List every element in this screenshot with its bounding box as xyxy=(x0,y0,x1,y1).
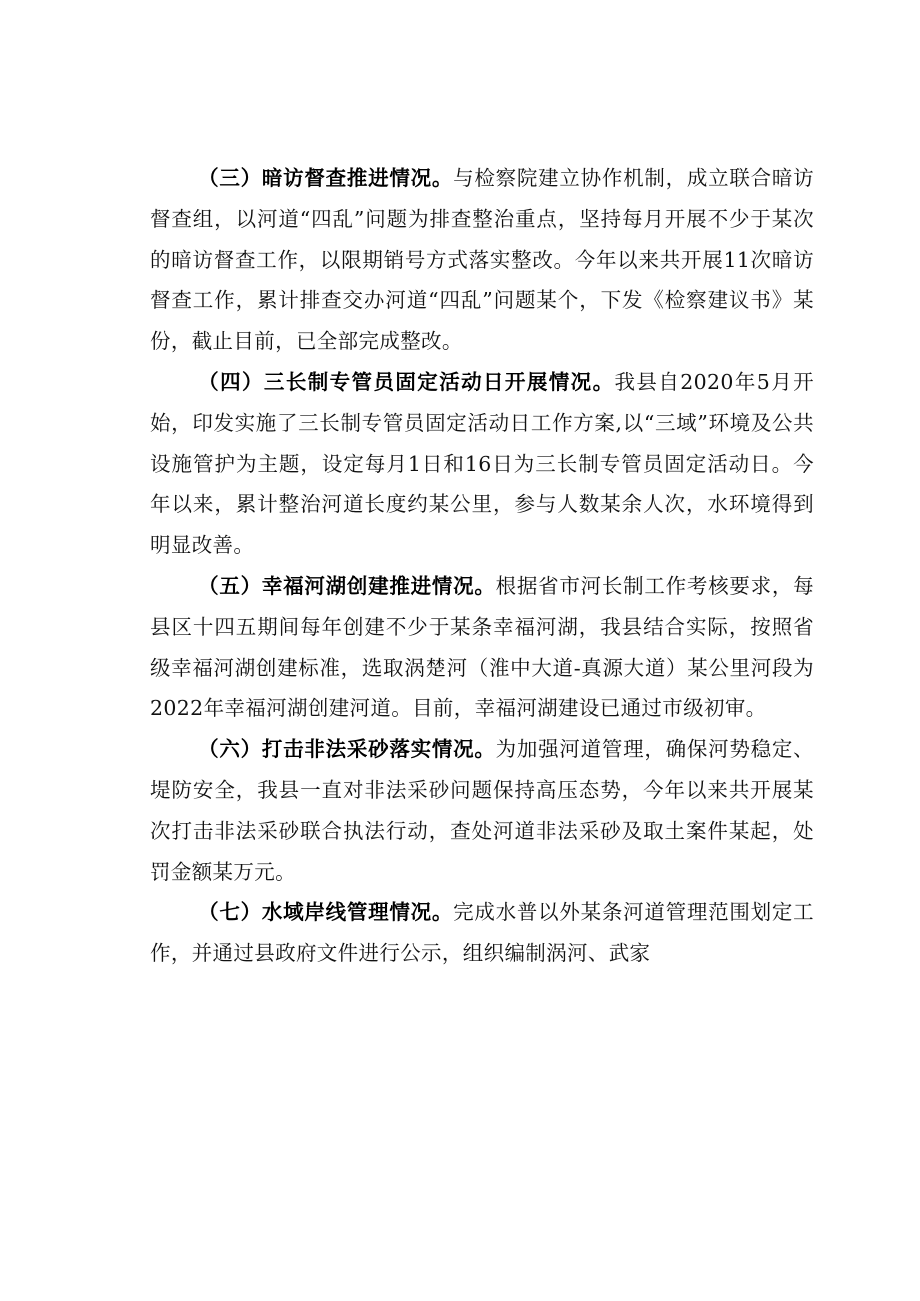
paragraph-6-text: 为加强河道管理，确保河势稳定、堤防安全，我县一直对非法采砂问题保持高压态势，今年以来共开展某次打击非法采砂联合执法行动，查处河道非法采砂及取土案件某起，处罚金额某万元。 xyxy=(150,737,815,884)
paragraph-4-heading: （四）三长制专管员固定活动日开展情况。 xyxy=(198,369,615,394)
paragraph-3-heading: （三）暗访督查推进情况。 xyxy=(198,166,454,190)
paragraph-6 xyxy=(150,729,814,892)
paragraph-3 xyxy=(150,158,814,362)
paragraph-5-text: 根据省市河长制工作考核要求，每县区十四五期间每年创建不少于某条幸福河湖，我县结合实际，按照省级幸福河湖创建标准，选取涡楚河（淮中大道-真源大道）某公里河段为2022年幸福河湖创建河道。目前，幸福河湖建设已通过市级初审。 xyxy=(150,573,815,721)
paragraph-4 xyxy=(150,362,814,566)
paragraph-7-text: 完成水普以外某条河道管理范围划定工作，并通过县政府文件进行公示，组织编制涡河、武家 xyxy=(150,900,815,966)
paragraph-6-heading: （六）打击非法采砂落实情况。 xyxy=(198,737,496,762)
paragraph-3-text: 与检察院建立协作机制，成立联合暗访督查组，以河道“四乱”问题为排查整治重点，坚持每月开展不少于某次的暗访督查工作，以限期销号方式落实整改。今年以来共开展11次暗访督查工作，累计排查交办河道“四乱”问题某个，下发《检察建议书》某份，截止目前，已全部完成整改。 xyxy=(150,166,815,354)
paragraph-7 xyxy=(150,892,814,974)
paragraph-4-text: 我县自2020年5月开始，印发实施了三长制专管员固定活动日工作方案,以“三域”环境及公共设施管护为主题，设定每月1日和16日为三长制专管员固定活动日。今年以来，累计整治河道长度约某公里，参与人数某余人次，水环境得到明显改善。 xyxy=(150,369,814,558)
document-body xyxy=(150,158,814,974)
paragraph-7-heading: （七）水域岸线管理情况。 xyxy=(198,900,454,925)
paragraph-5 xyxy=(150,566,814,729)
paragraph-5-heading: （五）幸福河湖创建推进情况。 xyxy=(198,573,496,598)
